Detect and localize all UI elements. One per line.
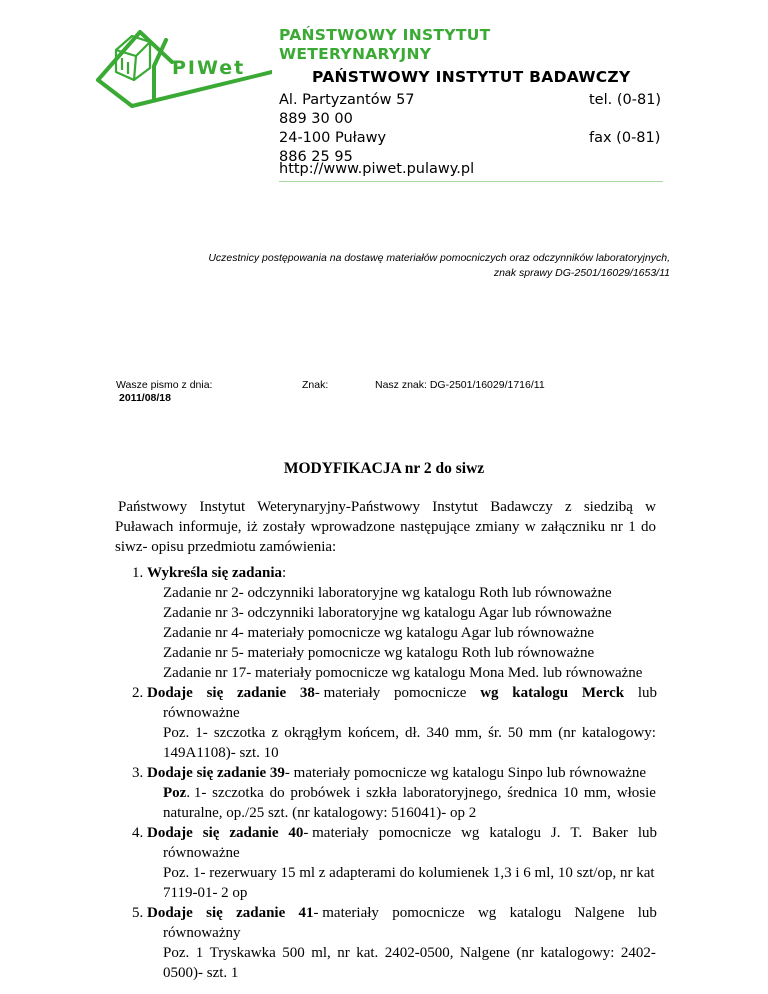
item5-word: pomocnicze: [392, 905, 465, 921]
item5-p1-word: 500: [282, 945, 305, 961]
item2-p1-word: okrągłym: [284, 725, 342, 741]
item3-p1-word: mm,: [583, 785, 611, 801]
your-letter-label: Wasze pismo z dnia:: [116, 379, 213, 391]
item2-p1-word: z: [271, 725, 279, 741]
fax-label: fax (0-81): [589, 130, 661, 146]
item2-word: katalogu: [512, 685, 569, 701]
item4-cont: równoważne: [163, 845, 240, 861]
tel-label: tel. (0-81): [589, 92, 662, 108]
item3-p1-word: średnica: [507, 785, 558, 801]
item2-heading: [147, 683, 657, 703]
item2-word: lub: [637, 685, 657, 701]
tel-number: 889 30 00: [279, 111, 353, 127]
item4-word: J.: [550, 825, 561, 841]
item4-task-number: 40: [288, 825, 304, 841]
item2-p1-word: (nr: [558, 725, 576, 741]
institute-name: [279, 26, 490, 64]
fax-number: 886 25 95: [279, 149, 353, 165]
item2-p1-word: 50: [507, 725, 523, 741]
item5-p1-word: 1: [195, 945, 204, 961]
item3-p1-word: 10: [563, 785, 579, 801]
item5-p1-word: kat.: [356, 945, 379, 961]
institute-line2: WETERYNARYJNY: [279, 45, 432, 63]
item4-word: pomocnicze: [378, 825, 452, 841]
item3-p1-word: laboratoryjnego,: [402, 785, 502, 801]
item1-number: 1.: [132, 565, 144, 581]
item2-p1-word: 340: [426, 725, 449, 741]
item1-line: Zadanie nr 5- materiały pomocnicze wg katalogu Roth lub równoważne: [163, 645, 595, 661]
item4-word: katalogu: [489, 825, 541, 841]
item3-poz-label: [163, 783, 206, 803]
item3-pos1b: naturalne, op./25 szt. (nr katalogowy: 516041)- op 2: [163, 805, 477, 821]
item4-word: zadanie: [229, 825, 279, 841]
item2-p1-word: katalogowy:: [581, 725, 656, 741]
item5-word: lub: [637, 905, 657, 921]
item4-heading: [147, 823, 657, 843]
item2-p1-word: 1-: [195, 725, 208, 741]
item4-number: 4.: [132, 825, 144, 841]
item5-p1-word: 2402-0500,: [384, 945, 454, 961]
your-letter-date: 2011/08/18: [119, 392, 171, 404]
item2-task-rest: - materiały: [314, 685, 381, 701]
item3-p1-word: szczotka: [212, 785, 264, 801]
piwet-logo-icon: [92, 18, 272, 128]
item2-task-number: 38: [299, 685, 315, 701]
website-link[interactable]: http://www.piwet.pulawy.pl: [279, 161, 475, 177]
item3-p1-word: szkła: [366, 785, 397, 801]
item3-p1-word: włosie: [616, 785, 656, 801]
item3-p1-word: probówek: [290, 785, 351, 801]
item5-cont: równoważny: [163, 925, 241, 941]
item5-heading: [147, 903, 657, 923]
item5-word: wg: [477, 905, 497, 921]
item2-word: zadanie: [236, 685, 287, 701]
item2-word: się: [206, 685, 224, 701]
item2-pos1b: 149A1108)- szt. 10: [163, 745, 279, 761]
item4-word: lub: [637, 825, 657, 841]
item2-p1-word: śr.: [488, 725, 502, 741]
item3-poz-bold: Poz: [163, 785, 187, 801]
item2-word: wg: [480, 685, 499, 701]
logo-text: PIWet: [172, 57, 246, 79]
item3-pos1a: [163, 783, 656, 803]
recipient-line2: znak sprawy DG-2501/16029/1653/11: [493, 267, 670, 279]
item5-p1-word: katalogowy:: [540, 945, 615, 961]
header-divider: [279, 181, 663, 182]
item1-heading-rest: :: [282, 565, 287, 581]
item2-p1-word: dł.: [404, 725, 421, 741]
sign-label: Znak:: [302, 379, 329, 391]
item5-p1-word: 2402-: [620, 945, 656, 961]
item5-word: Nalgene: [574, 905, 625, 921]
item4-word: się: [202, 825, 220, 841]
item5-p1-word: Tryskawka: [209, 945, 276, 961]
item3-number: 3.: [132, 765, 144, 781]
intro-paragraph: [115, 497, 656, 557]
item4-pos1a: Poz. 1- rezerwuary 15 ml z adapterami do kolumienek 1,3 i 6 ml, 10 szt/op, nr kat: [163, 865, 655, 881]
item1-line: Zadanie nr 2- odczynniki laboratoryjne wg katalogu Roth lub równoważne: [163, 585, 612, 601]
our-sign: Nasz znak: DG-2501/16029/1716/11: [375, 379, 545, 391]
item3-heading: [147, 763, 646, 783]
item5-pos1a: [163, 943, 656, 963]
item3-p1-word: . 1-: [186, 785, 207, 801]
item5-task-number: 41: [298, 905, 314, 921]
item5-word: zadanie: [236, 905, 286, 921]
item5-word: się: [206, 905, 223, 921]
intro-text: Państwowy Instytut Weterynaryjny-Państwowy Instytut Badawczy z siedzibą w Puławach informuje, iż zostały wprowadzone następujące zmiany w załączniku nr 1 do siwz- opisu przedmiotu zamówienia:: [115, 499, 656, 555]
item5-word: katalogu: [509, 905, 562, 921]
item4-word: T.: [570, 825, 583, 841]
item1-heading: [147, 563, 286, 583]
item5-p1-word: ml,: [311, 945, 331, 961]
item1-heading-bold: Wykreśla się zadania: [147, 565, 283, 581]
item4-pos1b: 7119-01- 2 op: [163, 885, 248, 901]
item2-p1-word: Poz.: [163, 725, 190, 741]
piwet-logo: [92, 18, 272, 128]
postal-address: 24-100 Puławy: [279, 130, 387, 146]
item5-word: Dodaje: [147, 905, 193, 921]
item5-task-rest: - materiały: [313, 905, 379, 921]
item2-task-num: [300, 683, 380, 703]
address-street: Al. Partyzantów 57: [279, 92, 415, 108]
recipient-line1: Uczestnicy postępowania na dostawę materiałów pomocniczych oraz odczynników laboratoryjnych,: [208, 252, 670, 264]
recipient-block: [208, 251, 670, 281]
item3-p1-word: i: [356, 785, 361, 801]
item3-p1-word: do: [269, 785, 285, 801]
item1-line: Zadanie nr 17- materiały pomocnicze wg katalogu Mona Med. lub równoważne: [163, 665, 643, 681]
item3-heading-bold: Dodaje się zadanie 39: [147, 765, 285, 781]
item5-p1-word: (nr: [516, 945, 534, 961]
item2-p1-word: mm: [528, 725, 553, 741]
item2-p1-word: końcem,: [347, 725, 399, 741]
item5-task-num: [299, 903, 379, 923]
item5-p1-word: nr: [337, 945, 350, 961]
item5-p1-word: Nalgene: [459, 945, 510, 961]
item4-word: wg: [461, 825, 480, 841]
document-title: MODYFIKACJA nr 2 do siwz: [283, 460, 485, 477]
item1-line: Zadanie nr 4- materiały pomocnicze wg katalogu Agar lub równoważne: [163, 625, 595, 641]
item2-number: 2.: [132, 685, 144, 701]
item5-pos1b: 0500)- szt. 1: [163, 965, 239, 981]
item4-task-rest: - materiały: [303, 825, 369, 841]
item4-word: Baker: [592, 825, 628, 841]
item1-line: Zadanie nr 3- odczynniki laboratoryjne wg katalogu Agar lub równoważne: [163, 605, 612, 621]
item2-p1-word: szczotka: [213, 725, 266, 741]
item2-pos1a: [163, 723, 656, 743]
item5-number: 5.: [132, 905, 144, 921]
item2-p1-word: mm,: [454, 725, 483, 741]
item4-word: Dodaje: [147, 825, 193, 841]
item2-word: Merck: [581, 685, 625, 701]
item2-cont: równoważne: [163, 705, 240, 721]
item3-heading-rest: - materiały pomocnicze wg katalogu Sinpo lub równoważne: [284, 765, 647, 781]
item2-word: Dodaje: [147, 685, 193, 701]
item4-task-num: [288, 823, 368, 843]
item2-word: pomocnicze: [394, 685, 467, 701]
item5-p1-word: Poz.: [163, 945, 190, 961]
institute-line1: PAŃSTWOWY INSTYTUT: [279, 26, 491, 44]
institute-subtitle: PAŃSTWOWY INSTYTUT BADAWCZY: [312, 68, 631, 86]
